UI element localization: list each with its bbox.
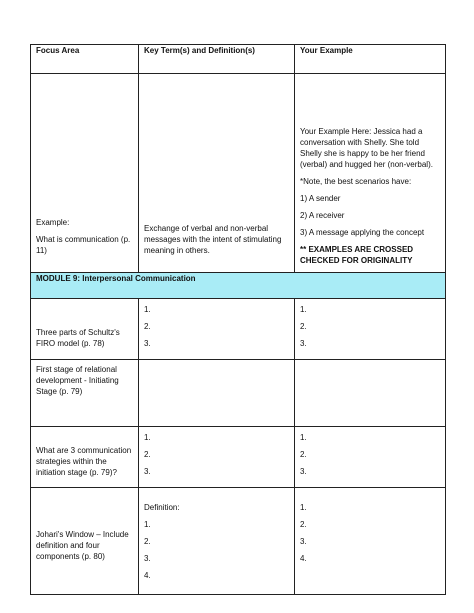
originality-warning: ** EXAMPLES ARE CROSSED CHECKED FOR ORIGINALITY (300, 245, 414, 265)
example-note: *Note, the best scenarios have: (300, 177, 412, 186)
strategies-ex-item: 2. (300, 450, 307, 459)
johari-ex-item: 1. (300, 503, 307, 512)
johari-ex-item: 4. (300, 554, 307, 563)
module-row (31, 273, 446, 299)
header-row (31, 45, 446, 74)
johari-def-item: 3. (144, 554, 151, 563)
firo-focus-cell (31, 299, 139, 360)
firo-definition-cell[interactable] (139, 299, 295, 360)
firo-row (31, 299, 446, 360)
johari-focus-cell (31, 488, 139, 595)
johari-definition-label: Definition: (144, 503, 180, 512)
firo-example-cell[interactable] (295, 299, 446, 360)
header-focus-area: Focus Area (31, 45, 139, 74)
johari-row (31, 488, 446, 595)
firo-def-item: 1. (144, 305, 151, 314)
firo-def-item: 3. (144, 339, 151, 348)
strategies-focus-cell (31, 427, 139, 488)
johari-ex-item: 3. (300, 537, 307, 546)
firo-ex-item: 3. (300, 339, 307, 348)
johari-def-item: 1. (144, 520, 151, 529)
header-your-example: Your Example (295, 45, 446, 74)
example-definition-cell (139, 74, 295, 273)
strategies-def-item: 1. (144, 433, 151, 442)
firo-def-item: 2. (144, 322, 151, 331)
worksheet-table (30, 44, 446, 595)
johari-example-cell[interactable] (295, 488, 446, 595)
johari-question: Johari's Window – Include definition and four components (p. 80) (36, 530, 129, 561)
strategies-row (31, 427, 446, 488)
example-point-receiver: 2) A receiver (300, 211, 345, 220)
example-point-sender: 1) A sender (300, 194, 341, 203)
strategies-def-item: 3. (144, 467, 151, 476)
strategies-ex-item: 3. (300, 467, 307, 476)
strategies-def-item: 2. (144, 450, 151, 459)
johari-definition-cell[interactable] (139, 488, 295, 595)
firo-question: Three parts of Schultz's FIRO model (p. 78) (36, 328, 120, 348)
header-key-terms: Key Term(s) and Definition(s) (139, 45, 295, 74)
example-focus-question: What is communication (p. 11) (36, 235, 131, 255)
example-label: Example: (36, 218, 70, 227)
strategies-question: What are 3 communication strategies within the initiation stage (p. 79)? (36, 446, 132, 477)
strategies-example-cell[interactable] (295, 427, 446, 488)
johari-ex-item: 2. (300, 520, 307, 529)
example-answer-cell (295, 74, 446, 273)
strategies-ex-item: 1. (300, 433, 307, 442)
johari-def-item: 4. (144, 571, 151, 580)
module-title: MODULE 9: Interpersonal Communication (31, 273, 446, 299)
example-definition: Exchange of verbal and non-verbal messages with the intent of stimulating meaning in others. (144, 224, 282, 255)
first-stage-row (31, 360, 446, 427)
example-point-message: 3) A message applying the concept (300, 228, 425, 237)
first-stage-question: First stage of relational development - Initiating Stage (p. 79) (36, 365, 119, 396)
johari-def-item: 2. (144, 537, 151, 546)
first-stage-focus-cell (31, 360, 139, 427)
firo-ex-item: 1. (300, 305, 307, 314)
example-answer-text: Your Example Here: Jessica had a conversation with Shelly. She told Shelly she is happy to be her friend (verbal) and hugged her (non-verbal). (300, 127, 433, 169)
example-row (31, 74, 446, 273)
first-stage-example-cell[interactable] (295, 360, 446, 427)
firo-ex-item: 2. (300, 322, 307, 331)
strategies-definition-cell[interactable] (139, 427, 295, 488)
first-stage-definition-cell[interactable] (139, 360, 295, 427)
example-focus-cell (31, 74, 139, 273)
